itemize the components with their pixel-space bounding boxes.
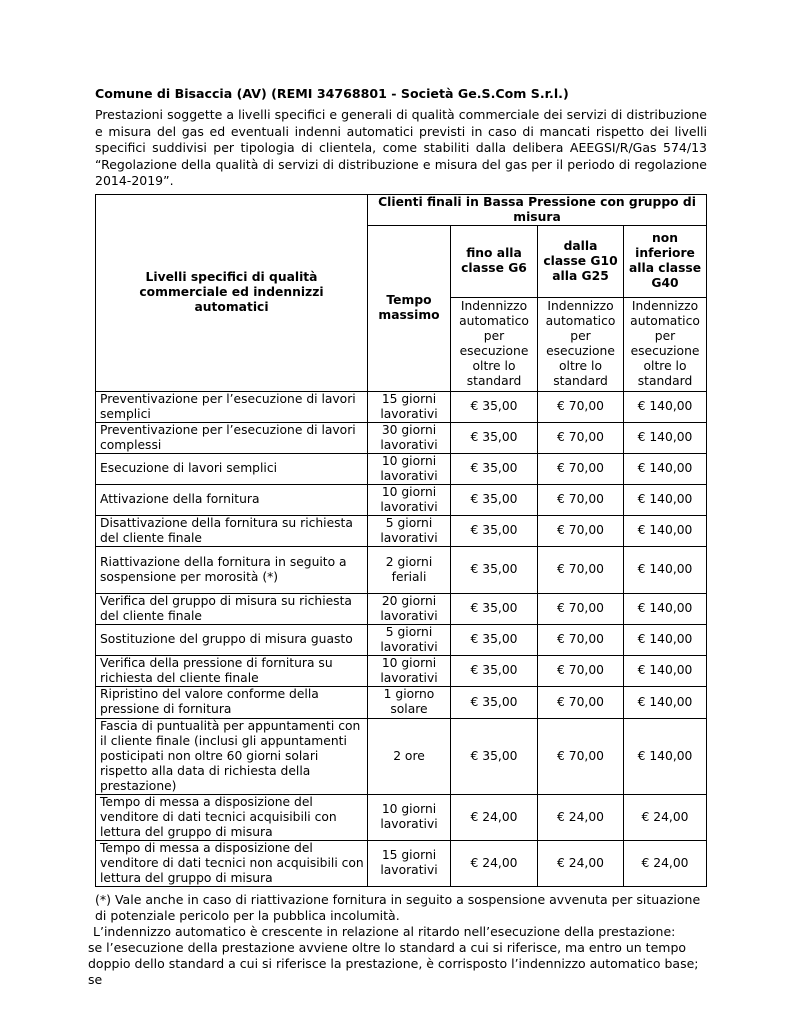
row-indennizzo-value: € 70,00 (538, 546, 624, 593)
header-class-g10-g25: dalla classe G10 alla G25 (538, 225, 624, 297)
row-time: 20 giorni lavorativi (368, 593, 451, 624)
table-row (96, 655, 707, 686)
document-title: Comune di Bisaccia (AV) (REMI 34768801 - Società Ge.S.Com S.r.l.) (95, 86, 569, 101)
row-indennizzo-value: € 140,00 (624, 484, 707, 515)
row-indennizzo-value: € 140,00 (624, 546, 707, 593)
row-label: Fascia di puntualità per appuntamenti con il cliente finale (inclusi gli appuntamenti posticipati non oltre 60 giorni solari rispetto alla data di richiesta della prestazione) (96, 718, 368, 794)
row-label: Esecuzione di lavori semplici (96, 453, 368, 484)
table-row (96, 794, 707, 840)
row-indennizzo-value: € 70,00 (538, 718, 624, 794)
row-indennizzo-value: € 24,00 (538, 840, 624, 886)
table-row (96, 718, 707, 794)
row-indennizzo-value: € 35,00 (451, 655, 538, 686)
table-row (96, 484, 707, 515)
row-time: 2 ore (368, 718, 451, 794)
intro-paragraph: Prestazioni soggette a livelli specifici e generali di qualità commerciale dei servizi di distribuzione e misura del gas ed eventuali indenni automatici previsti in caso di mancati rispetto dei livelli specifici suddivisi per tipologia di clientela, come stabiliti dalla delibera AEEGSI/R/Gas 574/13 “Regolazione della qualità di servizi di distribuzione e misura del gas per il periodo di regolazione 2014-2019”. (95, 107, 707, 188)
row-indennizzo-value: € 140,00 (624, 718, 707, 794)
row-label: Preventivazione per l’esecuzione di lavori complessi (96, 422, 368, 453)
row-indennizzo-value: € 140,00 (624, 593, 707, 624)
table-row (96, 624, 707, 655)
row-time: 10 giorni lavorativi (368, 655, 451, 686)
row-indennizzo-value: € 140,00 (624, 624, 707, 655)
row-indennizzo-value: € 70,00 (538, 655, 624, 686)
row-indennizzo-value: € 70,00 (538, 686, 624, 718)
row-indennizzo-value: € 35,00 (451, 718, 538, 794)
row-indennizzo-value: € 140,00 (624, 686, 707, 718)
row-label: Verifica della pressione di fornitura su richiesta del cliente finale (96, 655, 368, 686)
row-indennizzo-value: € 35,00 (451, 546, 538, 593)
header-indennizzo: Indennizzo automatico per esecuzione oltre lo standard (451, 297, 538, 391)
row-indennizzo-value: € 35,00 (451, 391, 538, 422)
row-indennizzo-value: € 35,00 (451, 515, 538, 546)
row-indennizzo-value: € 140,00 (624, 655, 707, 686)
row-indennizzo-value: € 70,00 (538, 624, 624, 655)
table-row (96, 391, 707, 422)
row-indennizzo-value: € 140,00 (624, 453, 707, 484)
row-label: Verifica del gruppo di misura su richiesta del cliente finale (96, 593, 368, 624)
row-label: Tempo di messa a disposizione del venditore di dati tecnici acquisibili con lettura del gruppo di misura (96, 794, 368, 840)
row-time: 15 giorni lavorativi (368, 840, 451, 886)
header-indennizzo: Indennizzo automatico per esecuzione oltre lo standard (538, 297, 624, 391)
row-indennizzo-value: € 140,00 (624, 515, 707, 546)
note-detail: se l’esecuzione della prestazione avviene oltre lo standard a cui si riferisce, ma entro un tempo doppio dello standard a cui si riferisce la prestazione, è corrisposto l’indennizzo automatico base; se (88, 939, 699, 987)
table-row (96, 422, 707, 453)
table-row (96, 593, 707, 624)
row-time: 10 giorni lavorativi (368, 794, 451, 840)
table-row (96, 546, 707, 593)
note-indennizzo: L’indennizzo automatico è crescente in relazione al ritardo nell’esecuzione della prestazione: (93, 923, 676, 939)
note-asterisk: (*) Vale anche in caso di riattivazione fornitura in seguito a sospensione avvenuta per situazione di potenziale pericolo per la pubblica incolumità. (95, 891, 701, 923)
row-label: Riattivazione della fornitura in seguito a sospensione per morosità (*) (96, 546, 368, 593)
row-indennizzo-value: € 24,00 (624, 794, 707, 840)
table-row (96, 453, 707, 484)
quality-levels-table (95, 194, 707, 887)
row-time: 30 giorni lavorativi (368, 422, 451, 453)
row-time: 5 giorni lavorativi (368, 624, 451, 655)
row-indennizzo-value: € 35,00 (451, 624, 538, 655)
row-indennizzo-value: € 35,00 (451, 593, 538, 624)
row-indennizzo-value: € 70,00 (538, 515, 624, 546)
row-indennizzo-value: € 24,00 (451, 794, 538, 840)
row-label: Preventivazione per l’esecuzione di lavori semplici (96, 391, 368, 422)
row-indennizzo-value: € 70,00 (538, 422, 624, 453)
row-label: Disattivazione della fornitura su richiesta del cliente finale (96, 515, 368, 546)
row-indennizzo-value: € 24,00 (624, 840, 707, 886)
row-label: Tempo di messa a disposizione del venditore di dati tecnici non acquisibili con lettura del gruppo di misura (96, 840, 368, 886)
row-indennizzo-value: € 140,00 (624, 391, 707, 422)
table-row (96, 840, 707, 886)
row-time: 1 giorno solare (368, 686, 451, 718)
header-class-g40: non inferiore alla classe G40 (624, 225, 707, 297)
row-indennizzo-value: € 70,00 (538, 593, 624, 624)
header-time: Tempo massimo (368, 225, 451, 391)
row-time: 2 giorni feriali (368, 546, 451, 593)
row-time: 5 giorni lavorativi (368, 515, 451, 546)
row-label: Ripristino del valore conforme della pressione di fornitura (96, 686, 368, 718)
row-indennizzo-value: € 35,00 (451, 453, 538, 484)
row-indennizzo-value: € 70,00 (538, 484, 624, 515)
row-indennizzo-value: € 140,00 (624, 422, 707, 453)
header-levels: Livelli specifici di qualità commerciale ed indennizzi automatici (96, 194, 368, 391)
row-time: 10 giorni lavorativi (368, 453, 451, 484)
header-group: Clienti finali in Bassa Pressione con gruppo di misura (368, 194, 707, 225)
row-indennizzo-value: € 35,00 (451, 484, 538, 515)
row-time: 15 giorni lavorativi (368, 391, 451, 422)
row-label: Attivazione della fornitura (96, 484, 368, 515)
row-indennizzo-value: € 35,00 (451, 686, 538, 718)
row-label: Sostituzione del gruppo di misura guasto (96, 624, 368, 655)
row-indennizzo-value: € 70,00 (538, 391, 624, 422)
row-indennizzo-value: € 24,00 (451, 840, 538, 886)
row-indennizzo-value: € 70,00 (538, 453, 624, 484)
table-row (96, 515, 707, 546)
row-time: 10 giorni lavorativi (368, 484, 451, 515)
header-class-g6: fino alla classe G6 (451, 225, 538, 297)
notes (88, 892, 713, 988)
row-indennizzo-value: € 24,00 (538, 794, 624, 840)
header-indennizzo: Indennizzo automatico per esecuzione oltre lo standard (624, 297, 707, 391)
row-indennizzo-value: € 35,00 (451, 422, 538, 453)
table-row (96, 686, 707, 718)
